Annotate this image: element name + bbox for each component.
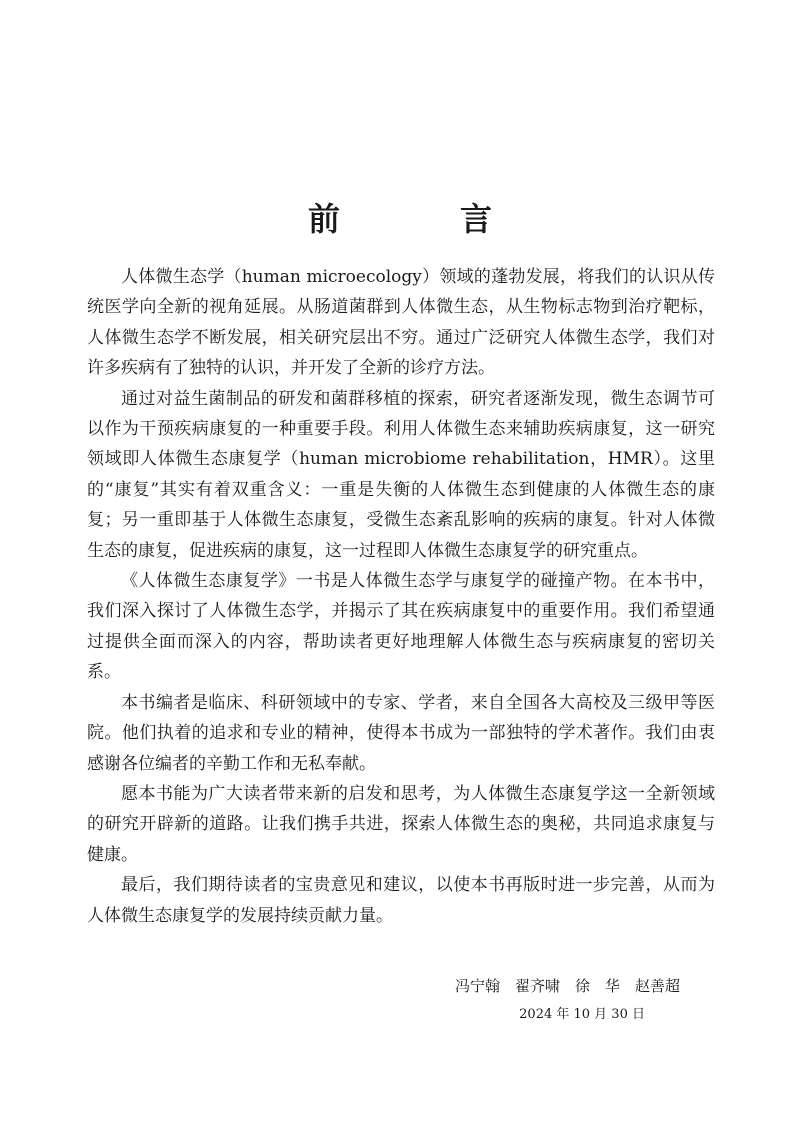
author-signature <box>0 975 680 997</box>
paragraph: 愿本书能为广大读者带来新的启发和思考，为人体微生态康复学这一全新领域的研究开辟新的道路。让我们携手共进，探索人体微生态的奥秘，共同追求康复与健康。 <box>87 783 715 865</box>
preface-body <box>87 262 715 931</box>
paragraph: 最后，我们期待读者的宝贵意见和建议，以使本书再版时进一步完善，从而为人体微生态康复学的发展持续贡献力量。 <box>87 875 715 926</box>
paragraph: 人体微生态学（human microecology）领域的蓬勃发展，将我们的认识从传统医学向全新的视角延展。从肠道菌群到人体微生态，从生物标志物到治疗靶标，人体微生态学不断发展，相关研究层出不穷。通过广泛研究人体微生态学，我们对许多疾病有了独特的认识，并开发了全新的诊疗方法。 <box>87 267 715 379</box>
signature-date: 2024 年 10 月 30 日 <box>519 1007 645 1022</box>
paragraph: 《人体微生态康复学》一书是人体微生态学与康复学的碰撞产物。在本书中，我们深入探讨了人体微生态学，并揭示了其在疾病康复中的重要作用。我们希望通过提供全面而深入的内容，帮助读者更好地理解人体微生态与疾病康复的密切关系。 <box>87 571 715 683</box>
paragraph: 本书编者是临床、科研领域中的专家、学者，来自全国各大高校及三级甲等医院。他们执着的追求和专业的精神，使得本书成为一部独特的学术著作。我们由衷感谢各位编者的辛勤工作和无私奉献。 <box>87 692 715 774</box>
author-names: 冯宁翰 翟齐啸 徐 华 赵善超 <box>454 977 680 995</box>
paragraph: 通过对益生菌制品的研发和菌群移植的探索，研究者逐渐发现，微生态调节可以作为干预疾病康复的一种重要手段。利用人体微生态来辅助疾病康复，这一研究领域即人体微生态康复学（human microbiome rehabilitation，HMR）。这里的“康复”其实有着双重含义：一重是失衡的人体微生态到健康的人体微生态的康复；另一重即基于人体微生态康复，受微生态紊乱影响的疾病的康复。针对人体微生态的康复，促进疾病的康复，这一过程即人体微生态康复学的研究重点。 <box>87 388 715 561</box>
page-title: 前 言 <box>307 200 536 239</box>
